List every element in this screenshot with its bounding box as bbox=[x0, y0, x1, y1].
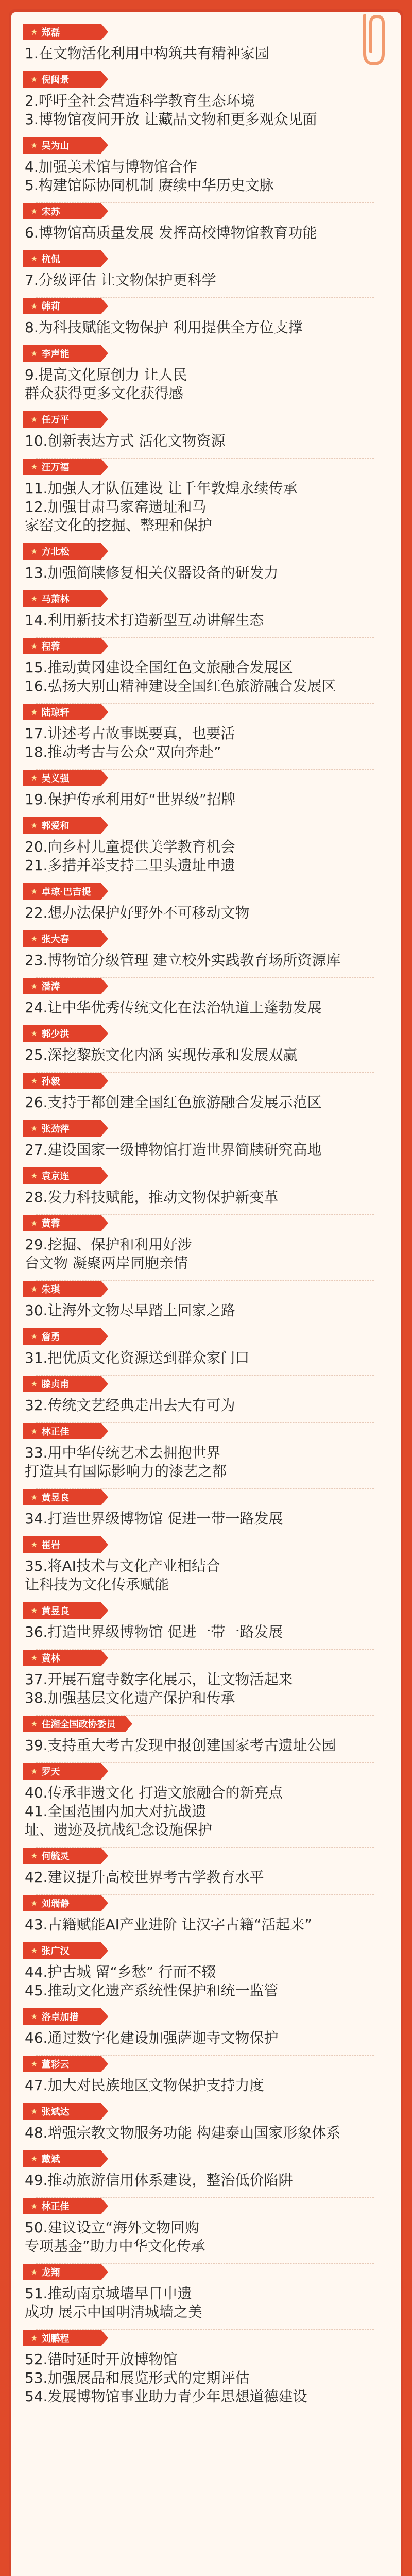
star-icon: ★ bbox=[31, 462, 38, 471]
star-icon: ★ bbox=[31, 75, 38, 83]
proposal-entry bbox=[24, 978, 386, 1025]
proposal-lines bbox=[24, 560, 386, 582]
proposal-lines bbox=[24, 947, 386, 970]
member-name-tag bbox=[23, 71, 101, 88]
proposal-entry bbox=[24, 1848, 386, 1895]
proposal-text: 成功 展示中国明清城墙之美 bbox=[25, 2303, 202, 2320]
member-name: 黄昱良 bbox=[41, 1493, 70, 1503]
proposal-lines bbox=[24, 1231, 386, 1273]
proposal-lines bbox=[24, 2072, 386, 2095]
member-name-tag bbox=[23, 2056, 101, 2072]
proposal-entry bbox=[24, 1602, 386, 1650]
proposal-lines bbox=[24, 1184, 386, 1207]
proposal-entry bbox=[24, 2198, 386, 2264]
member-name: 崔岩 bbox=[41, 1540, 60, 1550]
proposal-text: 8.为科技赋能文物保护 利用提供全方位支撑 bbox=[25, 319, 303, 336]
proposal-lines bbox=[24, 2346, 386, 2406]
proposal-text: 10.创新表达方式 活化文物资源 bbox=[25, 432, 226, 449]
member-name: 郭少洪 bbox=[41, 1029, 70, 1039]
member-name: 龙翔 bbox=[41, 2267, 60, 2278]
proposal-entry bbox=[24, 1281, 386, 1328]
proposal-text: 16.弘扬大别山精神建设全国红色旅游融合发展区 bbox=[25, 677, 336, 694]
star-icon: ★ bbox=[31, 254, 38, 263]
star-icon: ★ bbox=[31, 1124, 38, 1132]
proposal-lines bbox=[24, 994, 386, 1017]
proposal-text: 2.呼吁全社会营造科学教育生态环境 bbox=[25, 92, 255, 109]
proposal-text: 43.古籍赋能AI产业进阶 让汉字古籍“活起来” bbox=[25, 1916, 312, 1933]
proposal-lines bbox=[24, 1042, 386, 1064]
proposal-lines bbox=[24, 2025, 386, 2047]
proposal-text: 让科技为文化传承赋能 bbox=[25, 1576, 169, 1593]
proposal-entry bbox=[24, 2330, 386, 2414]
proposal-lines bbox=[24, 607, 386, 630]
member-name-tag bbox=[23, 2330, 101, 2346]
member-name-tag bbox=[23, 817, 101, 834]
proposal-text: 28.发力科技赋能，推动文物保护新变革 bbox=[25, 1189, 279, 1206]
star-icon: ★ bbox=[31, 1332, 38, 1341]
star-icon: ★ bbox=[31, 301, 38, 310]
member-name-tag bbox=[23, 2008, 101, 2025]
proposal-entry bbox=[24, 2103, 386, 2150]
star-icon: ★ bbox=[31, 1946, 38, 1955]
member-name-tag bbox=[23, 1489, 101, 1505]
proposal-lines bbox=[24, 720, 386, 761]
member-name: 罗天 bbox=[41, 1767, 60, 1777]
proposal-text: 52.错时延时开放博物馆 bbox=[25, 2351, 178, 2368]
proposal-lines bbox=[24, 2167, 386, 2190]
member-name-tag bbox=[23, 1215, 101, 1231]
proposal-entry bbox=[24, 817, 386, 883]
star-icon: ★ bbox=[31, 1851, 38, 1860]
member-name: 黄蓉 bbox=[41, 1218, 60, 1229]
member-name-tag bbox=[23, 1167, 101, 1184]
proposal-lines bbox=[24, 1553, 386, 1594]
proposal-lines bbox=[24, 1089, 386, 1112]
proposal-list bbox=[11, 24, 401, 2414]
star-icon: ★ bbox=[31, 773, 38, 782]
star-icon: ★ bbox=[31, 1767, 38, 1775]
member-name: 吴义强 bbox=[41, 773, 70, 784]
member-name-tag bbox=[23, 543, 101, 560]
proposal-text: 32.传统文艺经典走出去大有可为 bbox=[25, 1397, 235, 1414]
member-name: 住湘全国政协委员 bbox=[41, 1719, 116, 1730]
member-name-tag bbox=[23, 1328, 101, 1345]
star-icon: ★ bbox=[31, 2333, 38, 2342]
proposal-text: 23.博物馆分级管理 建立校外实践教育场所资源库 bbox=[25, 952, 341, 969]
proposal-text: 20.向乡村儿童提供美学教育机会 bbox=[25, 838, 235, 855]
star-icon: ★ bbox=[31, 2267, 38, 2276]
member-name: 任万平 bbox=[41, 415, 70, 425]
star-icon: ★ bbox=[31, 1653, 38, 1662]
member-name-tag bbox=[23, 930, 101, 947]
member-name: 刘鹏程 bbox=[41, 2333, 70, 2344]
proposal-text: 3.博物馆夜间开放 让藏品文物和更多观众见面 bbox=[25, 111, 317, 128]
proposal-text: 11.加强人才队伍建设 让千年敦煌永续传承 bbox=[25, 480, 298, 497]
proposal-text: 7.分级评估 让文物保护更科学 bbox=[25, 272, 216, 289]
proposal-lines bbox=[24, 1505, 386, 1528]
star-icon: ★ bbox=[31, 2059, 38, 2068]
star-icon: ★ bbox=[31, 1427, 38, 1435]
proposal-text: 51.推动南京城墙早日申遗 bbox=[25, 2285, 192, 2302]
member-name-tag bbox=[23, 2103, 101, 2120]
member-name-tag bbox=[23, 1848, 101, 1864]
proposal-text: 专项基金”助力中华文化传承 bbox=[25, 2238, 205, 2255]
member-name-tag bbox=[23, 770, 101, 786]
proposal-lines bbox=[24, 2280, 386, 2321]
proposal-text: 25.深挖黎族文化内涵 实现传承和发展双赢 bbox=[25, 1046, 298, 1063]
star-icon: ★ bbox=[31, 1899, 38, 1907]
member-name-tag bbox=[23, 1423, 101, 1439]
member-name: 方北松 bbox=[41, 547, 70, 557]
proposal-text: 6.博物馆高质量发展 发挥高校博物馆教育功能 bbox=[25, 224, 317, 241]
proposal-text: 18.推动考古与公众“双向奔赴” bbox=[25, 743, 221, 760]
member-name: 孙毅 bbox=[41, 1076, 60, 1087]
proposal-lines bbox=[24, 1732, 386, 1755]
star-icon: ★ bbox=[31, 1379, 38, 1388]
proposal-text: 4.加强美术馆与博物馆合作 bbox=[25, 158, 197, 175]
member-name-tag bbox=[23, 1763, 101, 1780]
proposal-entry bbox=[24, 930, 386, 978]
proposal-text: 21.多措并举支持二里头遗址申遗 bbox=[25, 857, 235, 874]
proposal-text: 37.开展石窟寺数字化展示，让文物活起来 bbox=[25, 1671, 293, 1688]
proposal-lines bbox=[24, 1297, 386, 1320]
star-icon: ★ bbox=[31, 2154, 38, 2163]
proposal-lines bbox=[24, 2214, 386, 2256]
proposal-text: 35.将AI技术与文化产业相结合 bbox=[25, 1557, 220, 1574]
member-name-tag bbox=[23, 1536, 101, 1553]
proposal-entry bbox=[24, 1167, 386, 1215]
proposal-lines bbox=[24, 219, 386, 242]
proposal-entry bbox=[24, 1489, 386, 1536]
star-icon: ★ bbox=[31, 1540, 38, 1549]
member-name: 郑磊 bbox=[41, 27, 60, 38]
star-icon: ★ bbox=[31, 1029, 38, 1038]
member-name: 张斌达 bbox=[41, 2107, 70, 2117]
content-paper bbox=[11, 12, 401, 2576]
proposal-lines bbox=[24, 654, 386, 696]
star-icon: ★ bbox=[31, 415, 38, 423]
member-name: 滕贞甫 bbox=[41, 1379, 70, 1389]
proposal-text: 54.发展博物馆事业助力青少年思想道德建设 bbox=[25, 2388, 307, 2405]
member-name-tag bbox=[23, 1025, 101, 1042]
proposal-entry bbox=[24, 1942, 386, 2008]
member-name: 张大春 bbox=[41, 934, 70, 944]
proposal-entry bbox=[24, 2008, 386, 2056]
member-name-tag bbox=[23, 137, 101, 154]
proposal-text: 50.建议设立“海外文物回购 bbox=[25, 2219, 200, 2236]
proposal-entry bbox=[24, 1025, 386, 1073]
proposal-text: 47.加大对民族地区文物保护支持力度 bbox=[25, 2077, 264, 2094]
proposal-text: 31.把优质文化资源送到群众家门口 bbox=[25, 1349, 250, 1366]
proposal-text: 29.挖掘、保护和利用好涉 bbox=[25, 1236, 192, 1253]
star-icon: ★ bbox=[31, 594, 38, 603]
member-name-tag bbox=[23, 2150, 101, 2167]
member-name-tag bbox=[23, 1895, 101, 1911]
proposal-text: 打造具有国际影响力的漆艺之都 bbox=[25, 1463, 227, 1480]
star-icon: ★ bbox=[31, 981, 38, 990]
member-name-tag bbox=[23, 638, 101, 654]
member-name-tag bbox=[23, 1120, 101, 1137]
star-icon: ★ bbox=[31, 2201, 38, 2210]
proposal-entry bbox=[24, 71, 386, 137]
proposal-lines bbox=[24, 1392, 386, 1415]
proposal-text: 24.让中华优秀传统文化在法治轨道上蓬勃发展 bbox=[25, 999, 322, 1016]
proposal-text: 40.传承非遗文化 打造文旅融合的新亮点 bbox=[25, 1784, 283, 1801]
proposal-entry bbox=[24, 459, 386, 543]
proposal-entry bbox=[24, 883, 386, 930]
member-name: 戴斌 bbox=[41, 2154, 60, 2164]
member-name: 黄昱良 bbox=[41, 1606, 70, 1616]
proposal-text: 群众获得更多文化获得感 bbox=[25, 385, 184, 402]
star-icon: ★ bbox=[31, 1493, 38, 1501]
proposal-entry bbox=[24, 1328, 386, 1376]
member-name: 卓琼·巴吉提 bbox=[41, 887, 91, 897]
member-name: 何毓灵 bbox=[41, 1851, 70, 1861]
proposal-text: 34.打造世界级博物馆 促进一带一路发展 bbox=[25, 1510, 283, 1527]
proposal-entry bbox=[24, 1536, 386, 1602]
member-name: 潘涛 bbox=[41, 981, 60, 992]
star-icon: ★ bbox=[31, 2012, 38, 2021]
member-name: 倪闽景 bbox=[41, 75, 70, 85]
star-icon: ★ bbox=[31, 349, 38, 358]
member-name: 张广汉 bbox=[41, 1946, 70, 1956]
proposal-lines bbox=[24, 88, 386, 129]
proposal-entry bbox=[24, 411, 386, 459]
star-icon: ★ bbox=[31, 1076, 38, 1085]
member-name-tag bbox=[23, 978, 101, 994]
member-name-tag bbox=[23, 704, 101, 720]
member-name: 吴为山 bbox=[41, 141, 70, 151]
proposal-entry bbox=[24, 1423, 386, 1489]
proposal-entry bbox=[24, 2150, 386, 2198]
proposal-entry bbox=[24, 704, 386, 770]
proposal-lines bbox=[24, 40, 386, 63]
member-name-tag bbox=[23, 2264, 101, 2280]
star-icon: ★ bbox=[31, 934, 38, 943]
proposal-lines bbox=[24, 428, 386, 450]
member-name-tag bbox=[23, 1650, 101, 1666]
proposal-entry bbox=[24, 250, 386, 298]
member-name-tag bbox=[23, 590, 101, 607]
star-icon: ★ bbox=[31, 207, 38, 215]
proposal-entry bbox=[24, 1215, 386, 1281]
member-name-tag bbox=[23, 1376, 101, 1392]
member-name-tag bbox=[23, 250, 101, 267]
proposal-text: 30.让海外文物尽早踏上回家之路 bbox=[25, 1302, 235, 1319]
proposal-entry bbox=[24, 1073, 386, 1120]
star-icon: ★ bbox=[31, 821, 38, 829]
member-name: 袁京连 bbox=[41, 1171, 70, 1181]
proposal-entry bbox=[24, 770, 386, 817]
member-name-tag bbox=[23, 298, 101, 314]
member-name: 陆琼轩 bbox=[41, 707, 70, 718]
proposal-entry bbox=[24, 543, 386, 590]
proposal-text: 44.护古城 留“乡愁” 行而不辍 bbox=[25, 1963, 216, 1980]
proposal-text: 48.增强宗教文物服务功能 构建泰山国家形象体系 bbox=[25, 2124, 341, 2141]
member-name: 马萧林 bbox=[41, 594, 70, 604]
proposal-text: 36.打造世界级博物馆 促进一带一路发展 bbox=[25, 1623, 283, 1640]
proposal-text: 22.想办法保护好野外不可移动文物 bbox=[25, 904, 250, 921]
member-name: 黄林 bbox=[41, 1653, 60, 1664]
proposal-entry bbox=[24, 1716, 386, 1763]
star-icon: ★ bbox=[31, 1719, 38, 1728]
proposal-text: 46.通过数字化建设加强萨迦寺文物保护 bbox=[25, 2029, 279, 2046]
proposal-text: 台文物 凝聚两岸同胞亲情 bbox=[25, 1255, 188, 1272]
proposal-text: 38.加强基层文化遗产保护和传承 bbox=[25, 1689, 235, 1706]
member-name: 汪万福 bbox=[41, 462, 70, 472]
member-name-tag bbox=[23, 1602, 101, 1619]
proposal-lines bbox=[24, 1619, 386, 1641]
proposal-lines bbox=[24, 1864, 386, 1887]
proposal-lines bbox=[24, 362, 386, 403]
member-name: 杭侃 bbox=[41, 254, 60, 264]
star-icon: ★ bbox=[31, 707, 38, 716]
proposal-entry bbox=[24, 2264, 386, 2330]
proposal-lines bbox=[24, 267, 386, 290]
proposal-entry bbox=[24, 638, 386, 704]
member-name-tag bbox=[23, 1073, 101, 1089]
member-name: 朱琪 bbox=[41, 1284, 60, 1295]
member-name: 韩莉 bbox=[41, 301, 60, 312]
proposal-entry bbox=[24, 1120, 386, 1167]
proposal-text: 5.构建馆际协同机制 赓续中华历史文脉 bbox=[25, 177, 274, 194]
proposal-lines bbox=[24, 2120, 386, 2142]
proposal-lines bbox=[24, 1666, 386, 1707]
member-name-tag bbox=[23, 24, 101, 40]
member-name: 李声能 bbox=[41, 349, 70, 359]
member-name-tag bbox=[23, 1716, 125, 1732]
proposal-text: 家窑文化的挖掘、整理和保护 bbox=[25, 517, 213, 534]
proposal-text: 26.支持于都创建全国红色旅游融合发展示范区 bbox=[25, 1094, 322, 1111]
member-name-tag bbox=[23, 203, 101, 219]
star-icon: ★ bbox=[31, 547, 38, 555]
member-name: 郭爱和 bbox=[41, 821, 70, 831]
proposal-text: 12.加强甘肃马家窑遗址和马 bbox=[25, 498, 207, 515]
star-icon: ★ bbox=[31, 641, 38, 650]
proposal-entry bbox=[24, 1895, 386, 1942]
member-name-tag bbox=[23, 345, 101, 362]
proposal-lines bbox=[24, 834, 386, 875]
proposal-text: 33.用中华传统艺术去拥抱世界 bbox=[25, 1444, 221, 1461]
proposal-text: 15.推动黄冈建设全国红色文旅融合发展区 bbox=[25, 659, 293, 676]
member-name: 刘瑞静 bbox=[41, 1899, 70, 1909]
proposal-entry bbox=[24, 203, 386, 250]
proposal-text: 9.提高文化原创力 让人民 bbox=[25, 366, 187, 383]
member-name: 林正佳 bbox=[41, 2201, 70, 2212]
member-name: 张劲萍 bbox=[41, 1124, 70, 1134]
proposal-text: 19.保护传承利用好“世界级”招牌 bbox=[25, 791, 236, 808]
proposal-text: 42.建议提升高校世界考古学教育水平 bbox=[25, 1869, 264, 1886]
star-icon: ★ bbox=[31, 1218, 38, 1227]
star-icon: ★ bbox=[31, 1606, 38, 1615]
proposal-lines bbox=[24, 1345, 386, 1367]
member-name-tag bbox=[23, 1942, 101, 1959]
proposal-lines bbox=[24, 154, 386, 195]
proposal-text: 1.在文物活化利用中构筑共有精神家园 bbox=[25, 45, 269, 62]
proposal-lines bbox=[24, 1780, 386, 1839]
proposal-text: 27.建设国家一级博物馆打造世界简牍研究高地 bbox=[25, 1141, 322, 1158]
star-icon: ★ bbox=[31, 27, 38, 36]
proposal-lines bbox=[24, 314, 386, 337]
proposal-entry bbox=[24, 2056, 386, 2103]
star-icon: ★ bbox=[31, 887, 38, 895]
star-icon: ★ bbox=[31, 1284, 38, 1293]
proposal-text: 53.加强展品和展览形式的定期评估 bbox=[25, 2369, 250, 2386]
proposal-text: 址、遗迹及抗战纪念设施保护 bbox=[25, 1821, 213, 1838]
proposal-text: 13.加强简牍修复相关仪器设备的研发力 bbox=[25, 564, 279, 581]
proposal-entry bbox=[24, 1376, 386, 1423]
star-icon: ★ bbox=[31, 1171, 38, 1180]
proposal-lines bbox=[24, 786, 386, 809]
proposal-entry bbox=[24, 590, 386, 638]
proposal-lines bbox=[24, 900, 386, 922]
proposal-lines bbox=[24, 1959, 386, 2000]
member-name-tag bbox=[23, 1281, 101, 1297]
member-name-tag bbox=[23, 2198, 101, 2214]
proposal-entry bbox=[24, 24, 386, 71]
proposal-text: 49.推动旅游信用体系建设，整治低价陷阱 bbox=[25, 2172, 293, 2189]
proposal-lines bbox=[24, 1137, 386, 1159]
proposal-lines bbox=[24, 1439, 386, 1481]
member-name: 董彩云 bbox=[41, 2059, 70, 2070]
proposal-text: 17.讲述考古故事既要真，也要活 bbox=[25, 725, 235, 742]
proposal-lines bbox=[24, 1911, 386, 1934]
member-name-tag bbox=[23, 411, 101, 428]
member-name-tag bbox=[23, 883, 101, 900]
star-icon: ★ bbox=[31, 2107, 38, 2115]
star-icon: ★ bbox=[31, 141, 38, 149]
proposal-text: 41.全国范围内加大对抗战遗 bbox=[25, 1803, 207, 1820]
proposal-entry bbox=[24, 1763, 386, 1848]
member-name: 詹勇 bbox=[41, 1332, 60, 1342]
proposal-text: 45.推动文化遗产系统性保护和统一监管 bbox=[25, 1982, 279, 1999]
member-name-tag bbox=[23, 459, 101, 475]
proposal-entry bbox=[24, 1650, 386, 1716]
proposal-lines bbox=[24, 475, 386, 535]
proposal-text: 14.利用新技术打造新型互动讲解生态 bbox=[25, 612, 264, 629]
member-name: 宋苏 bbox=[41, 207, 60, 217]
member-name: 程蓉 bbox=[41, 641, 60, 652]
member-name: 林正佳 bbox=[41, 1427, 70, 1437]
proposal-entry bbox=[24, 345, 386, 411]
proposal-entry bbox=[24, 137, 386, 203]
proposal-text: 39.支持重大考古发现申报创建国家考古遗址公园 bbox=[25, 1737, 336, 1754]
member-name: 洛卓加措 bbox=[41, 2012, 79, 2022]
proposal-entry bbox=[24, 298, 386, 345]
